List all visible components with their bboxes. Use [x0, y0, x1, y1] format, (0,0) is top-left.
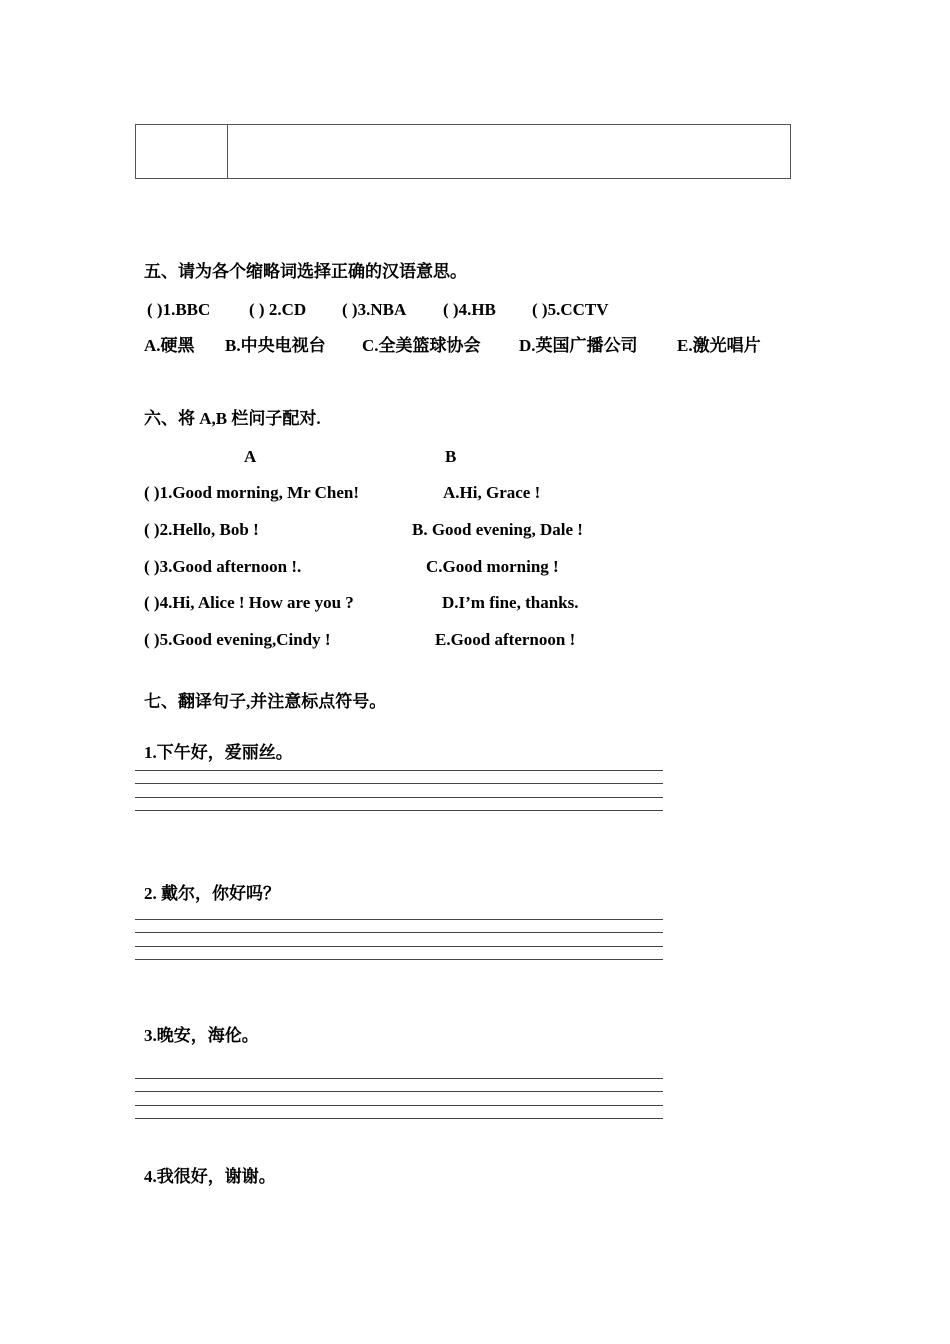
match-item-b: C.Good morning !: [426, 557, 559, 576]
answer-line: [135, 783, 663, 784]
match-item-b: A.Hi, Grace !: [443, 483, 541, 502]
abbr-option-c: C.全美篮球协会: [362, 336, 481, 355]
answer-line: [135, 946, 663, 947]
abbr-option-e: E.激光唱片: [677, 336, 761, 355]
abbr-item-3: ( )3.NBA: [342, 300, 407, 319]
answer-line: [135, 1118, 663, 1119]
section6-heading: 六、将 A,B 栏问子配对.: [144, 409, 321, 428]
answer-line: [135, 810, 663, 811]
translation-prompt-2: 2. 戴尔，你好吗？: [144, 884, 280, 903]
abbr-item-2: ( ) 2.CD: [249, 300, 307, 319]
column-a-header: A: [244, 447, 257, 466]
abbr-option-d: D.英国广播公司: [519, 336, 638, 355]
answer-line: [135, 1078, 663, 1079]
match-item-b: B. Good evening, Dale !: [412, 520, 583, 539]
abbr-item-1: ( )1.BBC: [147, 300, 211, 319]
match-item-b: E.Good afternoon !: [435, 630, 576, 649]
match-item-a: ( )5.Good evening,Cindy !: [144, 630, 331, 649]
answer-line: [135, 1105, 663, 1106]
match-item-a: ( )1.Good morning, Mr Chen!: [144, 483, 360, 502]
abbr-item-5: ( )5.CCTV: [532, 300, 609, 319]
match-item-a: ( )2.Hello, Bob !: [144, 520, 259, 539]
match-item-a: ( )4.Hi, Alice ! How are you ?: [144, 593, 354, 612]
section7-heading: 七、翻译句子,并注意标点符号。: [144, 692, 387, 711]
score-table: [135, 124, 791, 179]
answer-line: [135, 919, 663, 920]
answer-line: [135, 1091, 663, 1092]
answer-line: [135, 932, 663, 933]
abbr-option-b: B.中央电视台: [225, 336, 326, 355]
section5-heading: 五、请为各个缩略词选择正确的汉语意思。: [144, 262, 467, 281]
answer-line: [135, 770, 663, 771]
answer-line: [135, 959, 663, 960]
translation-prompt-4: 4.我很好，谢谢。: [144, 1167, 276, 1186]
translation-prompt-3: 3.晚安，海伦。: [144, 1026, 259, 1045]
match-item-b: D.I’m fine, thanks.: [442, 593, 579, 612]
abbr-option-a: A.硬黑: [144, 336, 195, 355]
abbr-item-4: ( )4.HB: [443, 300, 496, 319]
match-item-a: ( )3.Good afternoon !.: [144, 557, 302, 576]
translation-prompt-1: 1.下午好，爱丽丝。: [144, 743, 293, 762]
answer-line: [135, 797, 663, 798]
score-table-divider: [227, 125, 228, 178]
column-b-header: B: [445, 447, 457, 466]
